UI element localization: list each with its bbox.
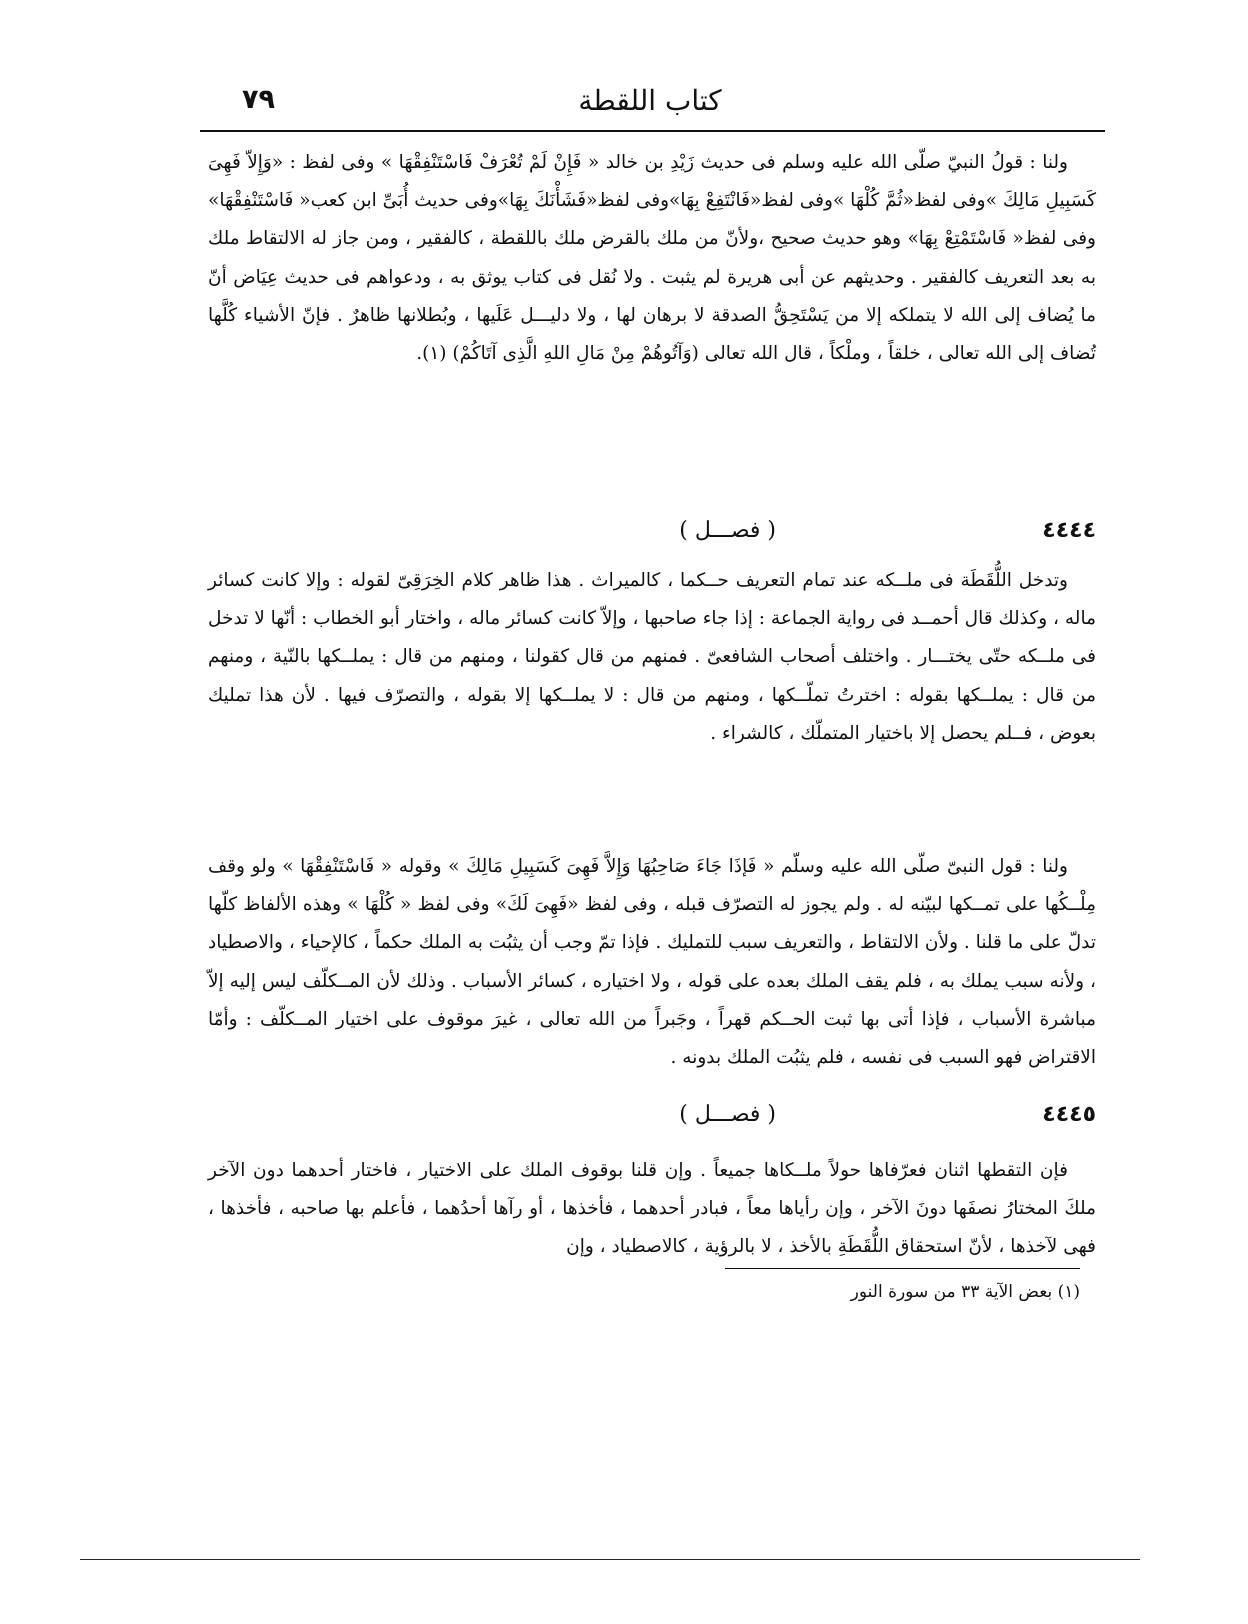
section-heading-4444 <box>208 518 1096 558</box>
paragraph-text: وتدخل اللُّقَطَة فى ملــكه عند تمام التعريف حــكما ، كالميراث . هذا ظاهر كلام الخِرَقِىّ لقوله : وإلا كانت كسائر ماله ، وكذلك قال أحمــد فى رواية الجماعة : إذا جاء صاحبها ، وإلاّ كانت كسائر ماله ، واختار أبو الخطاب : أنّها لا تدخل فى ملــكه حتّى يختـــار . واختلف أصحاب الشافعىّ . فمنهم من قال كقولنا ، ومنهم من قال : يملــكها بالنّية ، ومنهم من قال : يملــكها بقوله : اخترتُ تملّــكها ، ومنهم من قال : لا يملــكها إلا بقوله ، والتصرّف فيها . لأن هذا تمليك بعوض ، فــلم يحصل إلا باختيار المتملّك ، كالشراء . <box>208 570 1096 744</box>
header-rule <box>200 130 1105 132</box>
section-label: ( فصـــل ) <box>679 518 776 543</box>
section-number: ٤٤٤٥ <box>1042 1102 1096 1127</box>
section-label: ( فصـــل ) <box>679 1102 776 1127</box>
section-number: ٤٤٤٤ <box>1042 518 1096 543</box>
bottom-rule <box>80 1559 1140 1560</box>
page-number: ٧٩ <box>242 84 275 115</box>
paragraph-text: ولنا : قولُ النبيّ صلّى الله عليه وسلم فى حديث زَيْدِ بن خالد « فَإِنْ لَمْ تُعْرَفْ فَاسْتَنْفِقْهَا » وفى لفظ : «وَإِلاّ فَهِىَ كَسَبِيلِ مَالِكَ »وفى لفظ«ثُمَّ كُلْهَا »وفى لفظ«فَانْتَفِعْ بِهَا»وفى لفظ«فَشَأْنَكَ بِهَا»وفى حديث أُبَىِّ ابن كعب« فَاسْتَنْفِقْهَا» وفى لفظ« فَاسْتَمْتِعْ بِهَا» وهو حديث صحيح ،ولأنّ من ملك بالقرض ملك باللقطة ، كالفقير ، ومن جاز له الالتقاط ملك به بعد التعريف كالفقير . وحديثهم عن أبى هريرة لم يثبت . ولا نُقل فى كتاب يوثق به ، ودعواهم فى حديث عِيَاض أنّ ما يُضاف إلى الله لا يتملكه إلا من يَسْتَحِقُّ الصدقة لا برهان لها ، ولا دليـــل عَلَيها ، وبُطلانها ظاهرٌ . فإنّ الأشياء كُلَّها تُضاف إلى الله تعالى ، خلقاً ، وملْكاً ، قال الله تعالى (وَآتُوهُمْ مِنْ مَالِ اللهِ الَّذِى آتَاكُمْ) (١). <box>208 152 1096 365</box>
paragraph-2 <box>208 562 1096 753</box>
paragraph-text: فإن التقطها اثنان فعرّفاها حولاً ملــكاها جميعاً . وإن قلنا بوقوف الملك على الاختيار ، فاختار أحدهما دون الآخر ملكَ المختارُ نصفَها دونَ الآخر ، وإن رأياها معاً ، فبادر أحدهما ، فأخذها ، أو رآها أحدُهما ، فأعلم بها صاحبه ، فأخذها ، فهى لآخذها ، لأنّ استحقاق اللُّقَطَةِ بالأخذ ، لا بالرؤية ، كالاصطياد ، وإن <box>208 1160 1096 1258</box>
book-title: كتاب اللقطة <box>578 84 722 117</box>
footnote: (١) بعض الآية ٣٣ من سورة النور <box>850 1282 1080 1302</box>
paragraph-4 <box>208 1152 1096 1267</box>
page-header <box>200 84 1100 124</box>
paragraph-1 <box>208 144 1096 373</box>
footnote-rule <box>725 1268 1080 1269</box>
section-heading-4445 <box>208 1102 1096 1142</box>
paragraph-text: ولنا : قول النبىّ صلّى الله عليه وسلّم « فَإذَا جَاءَ صَاحِبُهَا وَإِلاَّ فَهِىَ كَسَبِيلِ مَالِكَ » وقوله « فَاسْتَنْفِقْهَا » ولو وقف مِلْــكُها على تمــكها لبيّنه له . ولم يجوز له التصرّف قبله ، وفى لفظ «فَهِىَ لَكَ» وفى لفظ « كُلْهَا » وهذه الألفاظ كلّها تدلّ على ما قلنا . ولأن الالتقاط ، والتعريف سبب للتمليك . فإذا تمّ وجب أن يثبُت به الملك حكماً ، كالإحياء ، والاصطياد ، ولأنه سبب يملك به ، فلم يقف الملك بعده على قوله ، ولا اختياره ، كسائر الأسباب . وذلك لأن المــكلّف ليس إليه إلاّ مباشرة الأسباب ، فإذا أتى بها ثبت الحــكم قهراً ، وجَبراً من الله تعالى ، غيرَ موقوف على اختيار المــكلّف : وأمّا الاقتراض فهو السبب فى نفسه ، فلم يثبُت الملك بدونه . <box>208 856 1096 1069</box>
paragraph-3 <box>208 848 1096 1077</box>
